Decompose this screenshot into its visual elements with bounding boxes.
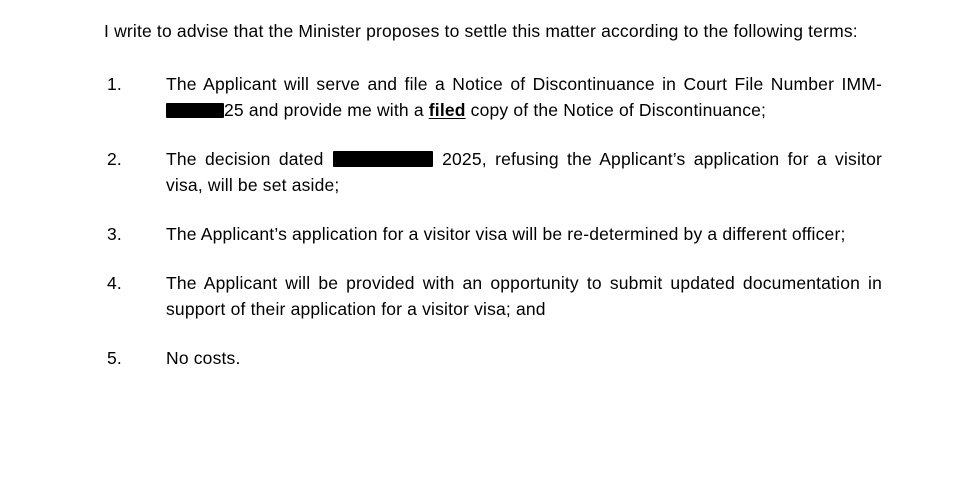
redaction-block-date	[333, 151, 433, 167]
list-item	[104, 71, 882, 124]
list-item-number: 4.	[107, 272, 122, 293]
list-item-text: The Applicant’s application for a visitor visa will be re-determined by a different officer;	[166, 223, 846, 244]
term-text-middle: 25 and provide me with a	[224, 100, 429, 121]
term-text-emphasis: filed	[428, 100, 466, 121]
intro-paragraph: I write to advise that the Minister proposes to settle this matter according to the following terms:	[104, 21, 858, 41]
redaction-block-file-number	[166, 103, 224, 118]
list-item	[104, 270, 882, 323]
list-item-text	[166, 71, 882, 124]
list-item	[104, 345, 882, 372]
list-item-number: 1.	[107, 73, 122, 94]
term-text-before: The decision dated	[166, 148, 332, 169]
term-text-middle: 2025, refusing the Applicant’s application for a visitor visa, will be set aside;	[166, 148, 882, 196]
settlement-terms-list	[104, 71, 882, 372]
term-text-after: copy of the Notice of Discontinuance;	[465, 100, 767, 121]
list-item-text: The Applicant will be provided with an opportunity to submit updated documentation in support of their application for a visitor visa; and	[166, 272, 882, 320]
list-item-number: 2.	[107, 148, 122, 169]
list-item	[104, 146, 882, 199]
list-item-text	[166, 146, 882, 199]
list-item	[104, 221, 882, 248]
term-text-before: The Applicant will serve and file a Notice of Discontinuance in Court File Number IMM-	[166, 73, 882, 94]
list-item-text: No costs.	[166, 347, 241, 368]
list-item-number: 5.	[107, 347, 122, 368]
list-item-number: 3.	[107, 223, 122, 244]
